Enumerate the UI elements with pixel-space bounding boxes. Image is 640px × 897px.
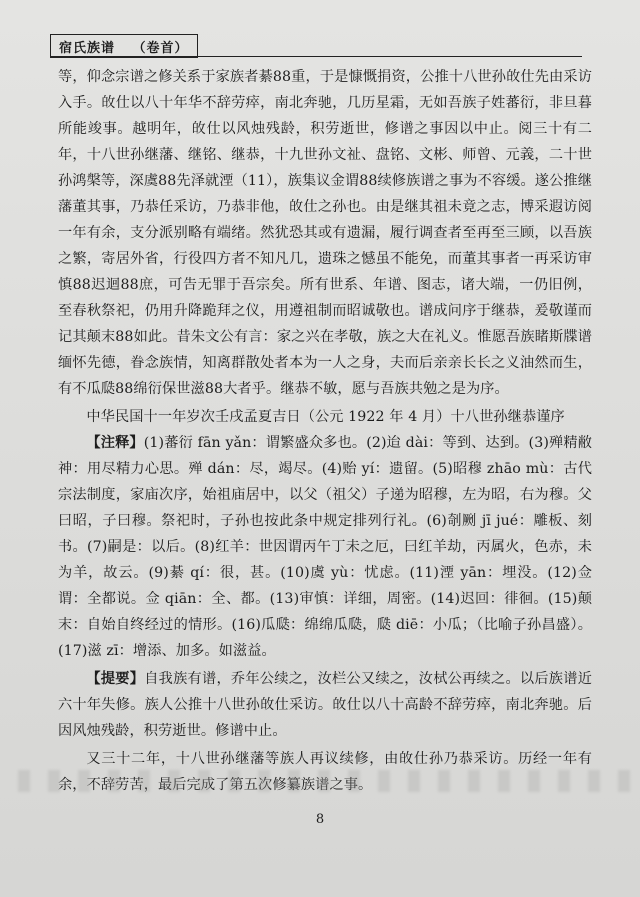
notes-paragraph bbox=[58, 430, 592, 664]
summary-paragraph-2: 又三十二年，十八世孙继藩等族人再议续修，由敀仕孙乃恭采访。历经一年有余，不辞劳苦，最后完成了第五次修纂族谱之事。 bbox=[58, 751, 592, 793]
volume-label: （卷首） bbox=[132, 41, 189, 56]
book-title: 宿氏族谱 bbox=[59, 41, 116, 56]
page-content bbox=[58, 64, 592, 798]
show-through-text bbox=[0, 770, 640, 792]
running-header bbox=[50, 34, 198, 58]
summary-label: 【提要】 bbox=[86, 671, 145, 687]
header-rule bbox=[50, 56, 582, 57]
page-number: 8 bbox=[315, 812, 325, 827]
preface-paragraph: 等，仰念宗谱之修关系于家族者綦88重，于是慷慨捐资，公推十八世孙敀仕先由采访入手。敀仕以八十年华不辞劳瘁，南北奔驰，几历星霜，无如吾族子姓蕃衍，非旦暮所能竣事。越明年，敀仕以风烛残龄，积劳逝世，修谱之事因以中止。阅三十有二年，十八世孙继藩、继铭、继恭，十九世孙文祉、盘铭、文彬、师曾、元義，二十世孙鸿槃等，深虞88先泽就湮（11），族集议金谓88续修族谱之事为不容缓。遂公推继藩董其事，乃恭任采访，乃恭非他，敀仕之孙也。由是继其祖未竟之志，博采遐访阅一年有余，支分派别略有端绪。然犹恐其或有遗漏，履行调查者至再至三顾，以吾族之繁，寄居外省，行役四方者不知凡几，遗珠之憾虽不能免，而董其事者一再采访审慎88迟迴88庶，可告无罪于吾宗矣。所有世系、年谱、图志，诸大端，一仍旧例，至春秋祭祀，仍用升降跪拜之仪，用遵祖制而昭诚敬也。谱成问序于继恭，爰敬谨而记其颠末88如此。昔朱文公有言：家之兴在孝敬，族之大在礼义。惟愿吾族睹斯牒谱缅怀先德，眷念族情，知离群散处者本为一人之身，夫而后亲亲长长之义油然而生，有不瓜瓞88绵衍保世滋88大者乎。继恭不敏，愿与吾族共勉之是为序。 bbox=[58, 69, 592, 397]
notes-text: (1)蕃衍 fān yǎn：谓繁盛众多也。(2)迨 dài：等到、达到。(3)殚精敝神：用尽精力心思。殚 dán：尽，竭尽。(4)贻 yí：遗留。(5)昭穆 zhāo mù：古代宗法制度，家庙次序，始祖庙居中，以父（祖父）子递为昭穆，左为昭，右为穆。父曰昭，子曰穆。祭祀时，子孙也按此条中规定排列行礼。(6)剞劂 jī jué：雕板、刻书。(7)嗣是：以后。(8)红羊：世因谓丙午丁未之厄，曰红羊劫，丙属火，色赤，未为羊，故云。(9)綦 qí：很，甚。(10)虞 yù：忧虑。(11)湮 yān：埋没。(12)佥谓：全都说。佥 qiān：全、都。(13)审慎：详细，周密。(14)迟回：徘徊。(15)颠末：自始自终经过的情形。(16)瓜瓞：绵绵瓜瓞，瓞 diē：小瓜；（比喻子孙昌盛）。(17)滋 zī：增添、加多。如滋益。 bbox=[58, 435, 592, 659]
summary-paragraph bbox=[58, 666, 592, 744]
date-line: 中华民国十一年岁次壬戌孟夏吉日（公元 1922 年 4 月）十八世孙继恭谨序 bbox=[86, 409, 565, 425]
summary-text: 自我族有谱，乔年公续之，汝栏公又续之，汝栻公再续之。以后族谱近六十年失修。族人公推十八世孙敀仕采访。敀仕以八十高龄不辞劳瘁，南北奔驰。后因风烛残龄，积劳逝世。修谱中止。 bbox=[58, 671, 592, 739]
notes-label: 【注释】 bbox=[86, 435, 144, 451]
